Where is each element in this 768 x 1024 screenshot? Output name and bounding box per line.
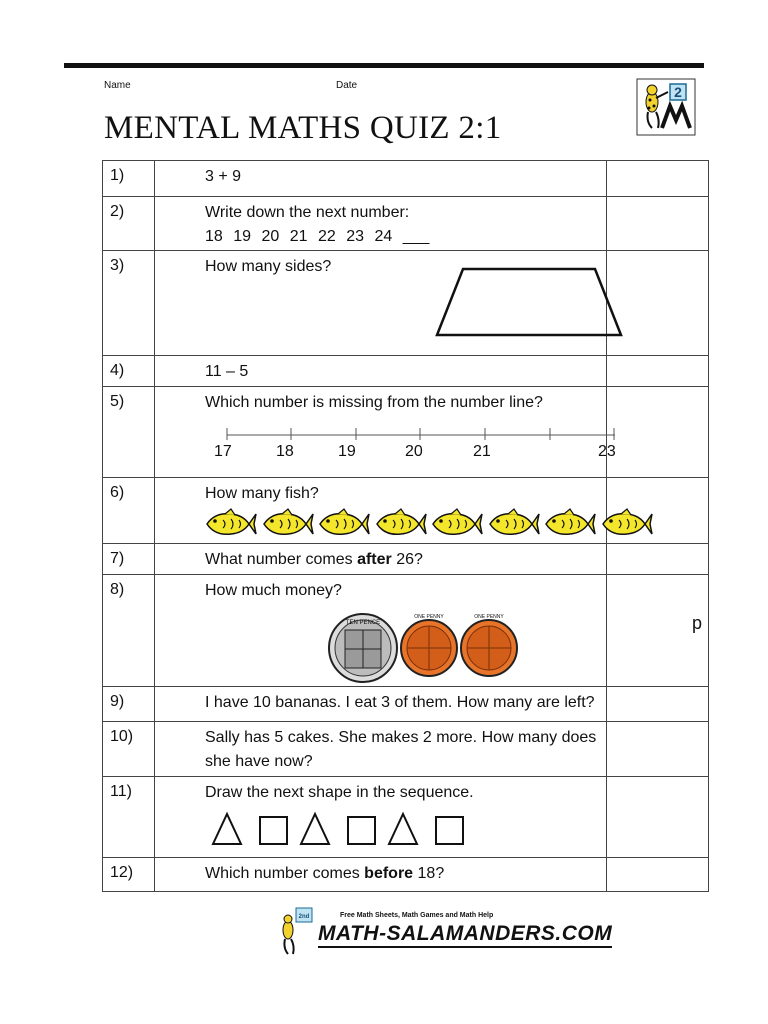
question-text: Draw the next shape in the sequence. xyxy=(205,784,474,801)
number-line-label: 18 xyxy=(276,443,294,460)
question-number: 10) xyxy=(103,722,155,777)
question-number: 2) xyxy=(103,197,155,251)
question-text: 11 – 5 xyxy=(205,363,249,380)
answer-box-2[interactable] xyxy=(607,197,709,251)
fish-icon xyxy=(205,508,257,540)
answer-box-3[interactable] xyxy=(607,251,709,356)
question-cell xyxy=(155,197,607,251)
number-line-label: 20 xyxy=(405,443,423,460)
ten-pence-coin-icon xyxy=(329,614,397,682)
question-row-3 xyxy=(103,251,709,356)
fish-icon xyxy=(431,508,483,540)
question-text-line2: she have now? xyxy=(205,753,313,770)
square-icon xyxy=(436,817,463,844)
question-row-1 xyxy=(103,161,709,197)
number-line-label: 21 xyxy=(473,443,491,460)
question-text: How many sides? xyxy=(205,258,332,275)
logo-number: 2 xyxy=(674,84,682,100)
answer-box-10[interactable] xyxy=(607,722,709,777)
question-number: 12) xyxy=(103,858,155,892)
coin-label: ONE PENNY xyxy=(474,614,504,620)
question-cell xyxy=(155,356,607,387)
trapezium-icon xyxy=(435,265,625,339)
page-title: MENTAL MATHS QUIZ 2:1 xyxy=(104,110,502,146)
question-number: 11) xyxy=(103,777,155,858)
question-text: 3 + 9 xyxy=(205,168,242,185)
question-text xyxy=(205,551,423,569)
question-text xyxy=(205,865,444,883)
answer-box-12[interactable] xyxy=(607,858,709,892)
question-text-line1: Sally has 5 cakes. She makes 2 more. How many does xyxy=(205,729,597,746)
coins-group xyxy=(325,612,545,684)
fish-icon xyxy=(544,508,596,540)
question-text-start: Which number comes xyxy=(205,865,365,882)
question-cell xyxy=(155,722,607,777)
question-text-start: What number comes xyxy=(205,551,358,568)
question-cell xyxy=(155,777,607,858)
question-text: I have 10 bananas. I eat 3 of them. How many are left? xyxy=(205,694,595,711)
fish-icon xyxy=(375,508,427,540)
question-cell xyxy=(155,478,607,544)
question-row-6 xyxy=(103,478,709,544)
pence-unit: p xyxy=(691,613,702,633)
number-line-label: 23 xyxy=(598,443,616,460)
answer-box-7[interactable] xyxy=(607,544,709,575)
question-number: 3) xyxy=(103,251,155,356)
triangle-icon xyxy=(301,814,329,844)
question-text: How much money? xyxy=(205,582,342,599)
footer-logo-number: 2nd xyxy=(298,914,310,920)
one-penny-coin-icon xyxy=(401,614,457,676)
quiz-table xyxy=(102,160,709,892)
question-row-11 xyxy=(103,777,709,858)
footer-salamander-icon xyxy=(278,906,314,956)
answer-box-9[interactable] xyxy=(607,687,709,722)
question-text: Which number is missing from the number line? xyxy=(205,394,543,411)
question-keyword: before xyxy=(364,865,414,882)
number-line-icon xyxy=(225,427,620,441)
question-number: 8) xyxy=(103,575,155,687)
one-penny-coin-icon xyxy=(461,614,517,676)
question-cell xyxy=(155,251,607,356)
fish-icon xyxy=(262,508,314,540)
question-text-end: 26? xyxy=(391,551,423,568)
question-row-10 xyxy=(103,722,709,777)
question-number: 7) xyxy=(103,544,155,575)
question-row-4 xyxy=(103,356,709,387)
footer-tagline: Free Math Sheets, Math Games and Math Help xyxy=(340,912,494,919)
question-number: 1) xyxy=(103,161,155,197)
question-number: 5) xyxy=(103,387,155,478)
square-icon xyxy=(260,817,287,844)
answer-box-11[interactable] xyxy=(607,777,709,858)
number-sequence: 18 19 20 21 22 23 24 ___ xyxy=(205,228,430,245)
top-rule xyxy=(64,63,704,68)
question-row-12 xyxy=(103,858,709,892)
number-line-label: 17 xyxy=(214,443,232,460)
question-row-8 xyxy=(103,575,709,687)
question-text: How many fish? xyxy=(205,485,319,502)
square-icon xyxy=(348,817,375,844)
question-row-2 xyxy=(103,197,709,251)
question-cell xyxy=(155,575,607,687)
question-number: 6) xyxy=(103,478,155,544)
answer-box-5[interactable] xyxy=(607,387,709,478)
answer-box-6[interactable] xyxy=(607,478,709,544)
question-cell xyxy=(155,387,616,478)
fish-group xyxy=(205,508,655,540)
fish-icon xyxy=(488,508,540,540)
triangle-icon xyxy=(213,814,241,844)
date-label: Date xyxy=(336,80,358,91)
question-cell xyxy=(155,161,607,197)
question-row-9 xyxy=(103,687,709,722)
shape-sequence xyxy=(210,811,470,847)
name-label: Name xyxy=(104,80,131,91)
number-line-label: 19 xyxy=(338,443,356,460)
question-row-7 xyxy=(103,544,709,575)
answer-box-1[interactable] xyxy=(607,161,709,197)
answer-box-4[interactable] xyxy=(607,356,709,387)
question-cell xyxy=(155,687,607,722)
question-number: 9) xyxy=(103,687,155,722)
question-row-5 xyxy=(103,387,709,478)
triangle-icon xyxy=(389,814,417,844)
question-cell xyxy=(155,858,607,892)
coin-label: TEN PENCE xyxy=(345,620,381,626)
question-keyword: after xyxy=(357,551,392,568)
salamander-logo-icon xyxy=(636,78,696,136)
fish-icon xyxy=(318,508,370,540)
question-text: Write down the next number: xyxy=(205,204,410,221)
question-number: 4) xyxy=(103,356,155,387)
question-text-end: 18? xyxy=(413,865,445,882)
coin-label: ONE PENNY xyxy=(414,614,444,620)
question-cell xyxy=(155,544,607,575)
footer-brand[interactable]: MATH-SALAMANDERS.COM xyxy=(318,922,612,948)
answer-box-8[interactable] xyxy=(607,575,709,687)
